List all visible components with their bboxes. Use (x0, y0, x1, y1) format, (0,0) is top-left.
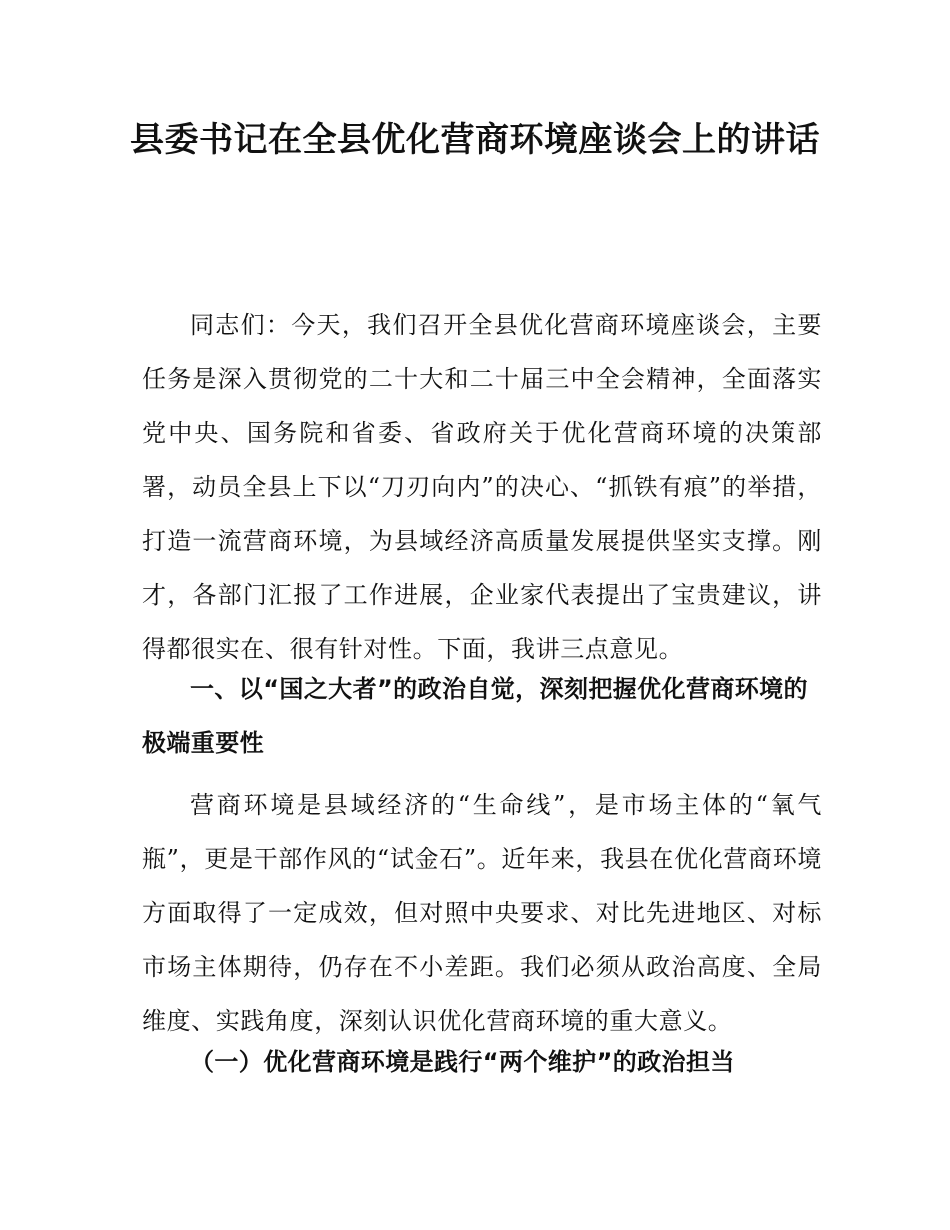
opening-paragraph: 同志们：今天，我们召开全县优化营商环境座谈会，主要任务是深入贯彻党的二十大和二十届三中全会精神，全面落实党中央、国务院和省委、省政府关于优化营商环境的决策部署，动员全县上下以“刀刃向内”的决心、“抓铁有痕”的举措，打造一流营商环境，为县域经济高质量发展提供坚实支撑。刚才，各部门汇报了工作进展，企业家代表提出了宝贵建议，讲得都很实在、很有针对性。下面，我讲三点意见。 (142, 311, 822, 663)
subsection-heading-1: （一）优化营商环境是践行“两个维护”的政治担当 (190, 1048, 735, 1076)
document-title: 县委书记在全县优化营商环境座谈会上的讲话 (130, 120, 820, 160)
section-heading-1: 一、以“国之大者”的政治自觉，深刻把握优化营商环境的极端重要性 (142, 675, 808, 757)
section-1-paragraph: 营商环境是县域经济的“生命线”，是市场主体的“氧气瓶”，更是干部作风的“试金石”。近年来，我县在优化营商环境方面取得了一定成效，但对照中央要求、对比先进地区、对标市场主体期待，仍存在不小差距。我们必须从政治高度、全局维度、实践角度，深刻认识优化营商环境的重大意义。 (142, 791, 822, 1035)
